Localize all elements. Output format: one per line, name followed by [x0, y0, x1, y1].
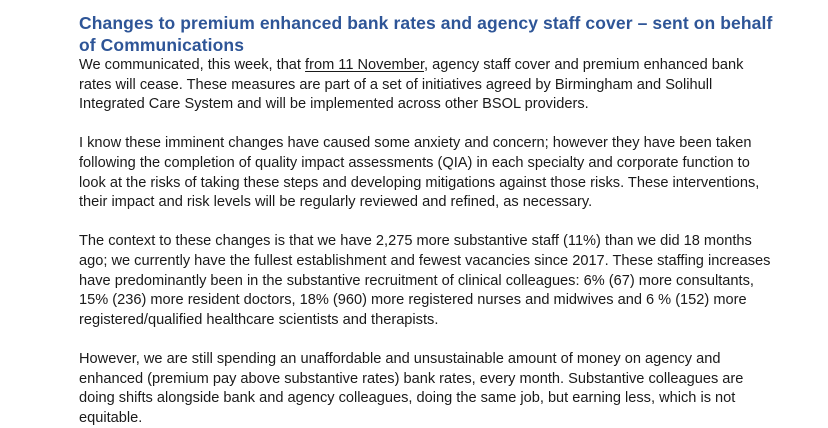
p1-text-after: , agency staff cover and premium enhanced bank: [424, 57, 744, 73]
paragraph-3-line-1: The context to these changes is that we have 2,275 more substantive staff (11%) than we did 18 months: [79, 233, 752, 250]
paragraph-1-line-3: Integrated Care System and will be implemented across other BSOL providers.: [79, 96, 589, 113]
paragraph-3-line-3: have predominantly been in the substantive recruitment of clinical colleagues: 6% (67) more consultants,: [79, 272, 754, 289]
paragraph-3-line-2: ago; we currently have the fullest establishment and fewest vacancies since 2017. These staffing increases: [79, 252, 771, 269]
paragraph-3: [79, 232, 819, 330]
paragraph-1-line-2: rates will cease. These measures are part of a set of initiatives agreed by Birmingham and Solihull: [79, 76, 713, 93]
p1-text-before: We communicated, this week, that: [79, 57, 306, 73]
paragraph-4-line-2: enhanced (premium pay above substantive rates) bank rates, every month. Substantive colleagues are: [79, 370, 744, 387]
paragraph-4-line-4: equitable.: [79, 409, 143, 426]
paragraph-4: [79, 350, 819, 428]
paragraph-4-line-1: However, we are still spending an unaffordable and unsustainable amount of money on agency and: [79, 350, 721, 367]
paragraph-2-line-4: their impact and risk levels will be regularly reviewed and refined, as necessary.: [79, 194, 593, 211]
paragraph-2-line-2: following the completion of quality impact assessments (QIA) in each specialty and corporate function to: [79, 154, 750, 171]
date-highlight: from 11 November: [305, 57, 425, 73]
paragraph-1-line-1: [79, 56, 819, 76]
title-line-1: Changes to premium enhanced bank rates and agency staff cover – sent on behalf: [79, 13, 773, 33]
paragraph-2-line-3: look at the risks of taking these steps and developing mitigations against those risks. These interventions,: [79, 174, 760, 191]
article: [79, 12, 819, 428]
paragraph-2-line-1: I know these imminent changes have caused some anxiety and concern; however they have been taken: [79, 135, 752, 152]
paragraph-3-line-4: 15% (236) more resident doctors, 18% (960) more registered nurses and midwives and 6 % (152) more: [79, 292, 747, 309]
paragraph-3-line-5: registered/qualified healthcare scientists and therapists.: [79, 311, 439, 328]
paragraph-2: [79, 134, 819, 212]
title-line-2: of Communications: [79, 35, 245, 55]
paragraph-4-line-3: doing shifts alongside bank and agency colleagues, doing the same job, but earning less, which is not: [79, 390, 736, 407]
paragraph-1: [79, 56, 819, 115]
article-title: [79, 12, 819, 56]
